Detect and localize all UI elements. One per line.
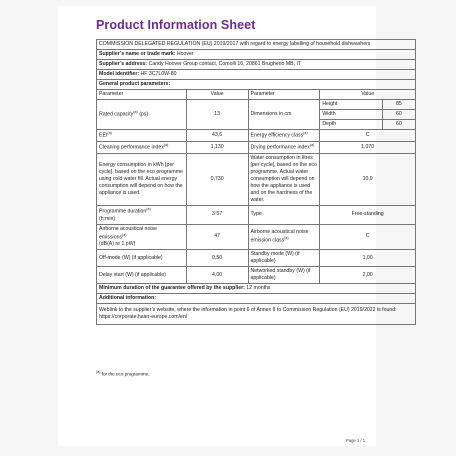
energy-class-label: Energy efficiency class bbox=[250, 132, 304, 139]
rated-capacity-label: Rated capacity bbox=[99, 111, 134, 118]
regulation-text: COMMISSION DELEGATED REGULATION (EU) 2019/2017 with regard to energy labelling of household dishwashers bbox=[97, 40, 416, 50]
noise-unit: (dB(A) re 1 pW) bbox=[99, 241, 136, 248]
water-consumption-value: 10,9 bbox=[320, 153, 416, 205]
cleaning-label: Cleaning performance index bbox=[99, 144, 164, 151]
table-row bbox=[97, 141, 416, 153]
header-parameter-1: Parameter bbox=[97, 90, 187, 100]
standby-label: Standby mode (W) (if applicable) bbox=[248, 250, 320, 267]
noise-sup: (a) bbox=[122, 232, 127, 237]
delay-value: 4,00 bbox=[186, 267, 248, 284]
supplier-name-row bbox=[97, 50, 416, 60]
width-value: 60 bbox=[382, 110, 415, 120]
page-title: Product Information Sheet bbox=[96, 18, 256, 32]
header-value-2: Value bbox=[320, 90, 416, 100]
model-row bbox=[97, 70, 416, 80]
dimensions-label: Dimensions in cm bbox=[248, 100, 320, 130]
delay-label: Delay start (W) (if applicable) bbox=[97, 267, 187, 284]
noise-class-label: Airborne acoustical noise emission class bbox=[250, 229, 309, 244]
page-number: Page 1 / 1 bbox=[346, 438, 366, 443]
type-value: Free-standing bbox=[320, 205, 416, 224]
document-page bbox=[58, 6, 402, 446]
noise-label: Airborne acoustical noise emissions bbox=[99, 225, 157, 241]
supplier-address-row bbox=[97, 60, 416, 70]
eei-label: EEI bbox=[99, 132, 108, 139]
energy-class-sup: (a) bbox=[303, 131, 308, 136]
programme-duration-unit: (h:min) bbox=[99, 215, 116, 222]
noise-class-value: C bbox=[320, 224, 416, 250]
cleaning-value: 1,130 bbox=[186, 141, 248, 153]
footnote-text: for the eco programme. bbox=[101, 371, 150, 377]
guarantee-row bbox=[97, 284, 416, 294]
table-row bbox=[97, 153, 416, 205]
additional-text: Weblink to the supplier’s website, where the information in point 6 of Annex II to Commission Regulation (EU) 2019/2022 is found: https://corporate.haier-europe.com/en/ bbox=[97, 304, 416, 325]
table-row bbox=[97, 100, 416, 130]
offmode-label: Off-mode (W) (if applicable) bbox=[97, 250, 187, 267]
height-label: Height bbox=[320, 100, 382, 110]
table-row bbox=[97, 205, 416, 224]
drying-sup: (a) bbox=[309, 142, 315, 147]
supplier-name-label: Supplier’s name or trade mark: bbox=[99, 51, 176, 58]
networked-label: Networked standby (W) (if applicable) bbox=[248, 267, 320, 284]
general-parameters-row bbox=[97, 80, 416, 90]
header-parameter-2: Parameter bbox=[248, 90, 320, 100]
guarantee-label: Minimum duration of the guarantee offered by the supplier: bbox=[99, 285, 245, 292]
supplier-address-label: Supplier’s address: bbox=[99, 61, 148, 68]
table-row bbox=[97, 224, 416, 250]
table-row bbox=[97, 267, 416, 284]
general-parameters-heading: General product parameters: bbox=[97, 80, 416, 90]
noise-class-sup: (a) bbox=[284, 236, 289, 241]
table-row bbox=[97, 130, 416, 142]
additional-text-row bbox=[97, 304, 416, 325]
width-label: Width bbox=[320, 110, 382, 120]
type-label: Type bbox=[248, 205, 320, 224]
additional-heading-row bbox=[97, 294, 416, 304]
model-label: Model identifier: bbox=[99, 71, 140, 78]
rated-capacity-value: 13 bbox=[186, 100, 248, 130]
noise-value: 47 bbox=[186, 224, 248, 250]
eei-sup: (a) bbox=[107, 131, 112, 136]
cleaning-sup: (a) bbox=[163, 142, 169, 147]
footnote bbox=[96, 370, 149, 377]
header-value-1: Value bbox=[186, 90, 248, 100]
rated-capacity-sup: (a) bbox=[133, 110, 138, 115]
supplier-name-value: Hoover bbox=[176, 51, 194, 58]
drying-label: Drying performance index bbox=[250, 144, 310, 151]
eei-value: 43,6 bbox=[186, 130, 248, 142]
water-consumption-label: Water consumption in litres [per cycle], based on the eco programme. Actual water consumption will depend on how the appliance is used and on the hardness of the water. bbox=[248, 153, 320, 205]
regulation-row bbox=[97, 40, 416, 50]
programme-duration-sup: (a) bbox=[146, 206, 151, 211]
table-row bbox=[97, 250, 416, 267]
rated-capacity-unit: (ps) bbox=[139, 111, 149, 118]
model-value: HF 3C7L0W-80 bbox=[140, 71, 177, 78]
programme-duration-label: Programme duration bbox=[99, 208, 147, 215]
dimensions-subtable bbox=[320, 100, 415, 129]
height-value: 85 bbox=[382, 100, 415, 110]
table-header-row bbox=[97, 90, 416, 100]
footnote-sup: (a) bbox=[96, 370, 101, 374]
guarantee-value: 12 months bbox=[246, 285, 271, 292]
drying-value: 1,070 bbox=[320, 141, 416, 153]
supplier-address-value: Candy Hoover Group contact, Comolli 16, 20861 Brugherio MB, IT bbox=[148, 61, 302, 68]
programme-duration-value: 3:57 bbox=[186, 205, 248, 224]
depth-value: 60 bbox=[382, 120, 415, 130]
additional-heading: Additional information: bbox=[97, 294, 416, 304]
networked-value: 2,00 bbox=[320, 267, 416, 284]
energy-consumption-value: 0,730 bbox=[186, 153, 248, 205]
standby-value: 1,00 bbox=[320, 250, 416, 267]
depth-label: Depth bbox=[320, 120, 382, 130]
offmode-value: 0,50 bbox=[186, 250, 248, 267]
energy-class-value: C bbox=[320, 130, 416, 142]
energy-consumption-label: Energy consumption in kWh [per cycle], based on the eco programme using cold water fill. Actual energy consumption will depend on how the appliance is used. bbox=[97, 153, 187, 205]
product-information-table bbox=[96, 39, 416, 325]
